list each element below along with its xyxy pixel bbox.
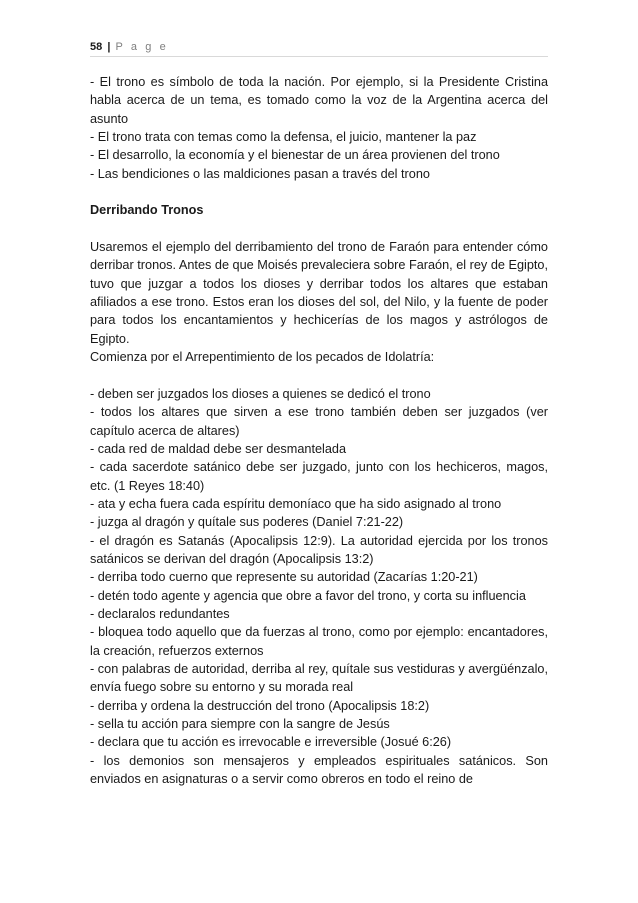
list-item: - cada sacerdote satánico debe ser juzgado, junto con los hechiceros, magos, etc. (1 Reyes 18:40) [90, 460, 548, 493]
section-heading: Derribando Tronos [90, 203, 204, 218]
page-separator: | [107, 41, 111, 53]
list-item: - los demonios son mensajeros y empleados espirituales satánicos. Son enviados en asignaturas o a servir como obreros en todo el reino de [90, 753, 548, 787]
intro-line: - El trono trata con temas como la defensa, el juicio, mantener la paz [90, 130, 477, 145]
spacer [90, 367, 548, 385]
list-item: - el dragón es Satanás (Apocalipsis 12:9). La autoridad ejercida por los tronos satánicos se derivan del dragón (Apocalipsis 13:2) [90, 533, 548, 566]
page-word: P a g e [115, 41, 169, 53]
list-item: - declaralos redundantes [90, 606, 230, 621]
list-item: - detén todo agente y agencia que obre a favor del trono, y corta su influencia [90, 588, 526, 603]
list-item: - sella tu acción para siempre con la sangre de Jesús [90, 717, 390, 732]
list-item: - bloquea todo aquello que da fuerzas al trono, como por ejemplo: encantadores, la creación, refuerzos externos [90, 625, 548, 658]
list-item: - declara que tu acción es irrevocable e irreversible (Josué 6:26) [90, 735, 452, 750]
body-paragraph: Usaremos el ejemplo del derribamiento del trono de Faraón para entender cómo derribar tronos. Antes de que Moisés prevaleciera sobre Faraón, el rey de Egipto, tuvo que juzgar a todos los dioses y derribar todos los altares que estaban afiliados a ese trono. Estos eran los dioses del sol, del Nilo, y la fuente de poder para todos los encantamientos y hechicerías de los magos y astrólogos de Egipto. [90, 240, 548, 346]
list-item: - juzga al dragón y quítale sus poderes (Daniel 7:21-22) [90, 515, 404, 530]
intro-line: - El desarrollo, la economía y el bienestar de un área provienen del trono [90, 148, 500, 163]
list-item: - con palabras de autoridad, derriba al rey, quítale sus vestiduras y avergüénzalo, envía fuego sobre su entorno y su morada real [90, 662, 548, 695]
list-item: - deben ser juzgados los dioses a quienes se dedicó el trono [90, 386, 431, 401]
list-item: - ata y echa fuera cada espíritu demoníaco que ha sido asignado al trono [90, 496, 502, 511]
spacer [90, 183, 548, 201]
page-header [90, 40, 548, 57]
paragraph-lead: Comienza por el Arrepentimiento de los pecados de Idolatría: [90, 350, 435, 365]
list-item: - todos los altares que sirven a ese trono también deben ser juzgados (ver capítulo acerca de altares) [90, 405, 548, 438]
intro-line: - Las bendiciones o las maldiciones pasan a través del trono [90, 166, 430, 181]
intro-line: - El trono es símbolo de toda la nación. Por ejemplo, si la Presidente Cristina habla acerca de un tema, es tomado como la voz de la Argentina acerca del asunto [90, 75, 548, 126]
document-body [90, 73, 548, 788]
list-item: - cada red de maldad debe ser desmantelada [90, 441, 347, 456]
list-item: - derriba todo cuerno que represente su autoridad (Zacarías 1:20-21) [90, 570, 478, 585]
page-number: 58 [90, 41, 103, 53]
list-item: - derriba y ordena la destrucción del trono (Apocalipsis 18:2) [90, 698, 430, 713]
spacer [90, 220, 548, 238]
